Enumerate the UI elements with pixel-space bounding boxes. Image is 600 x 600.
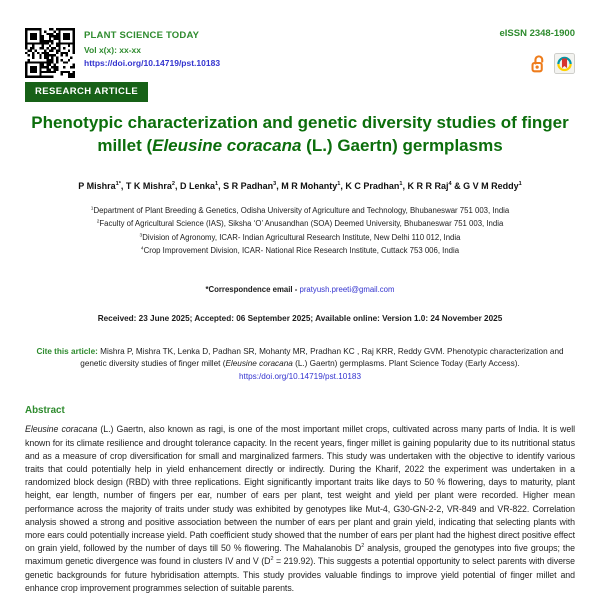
affiliation-2: $^2$Faculty of Agricultural Science (IAS), Siksha ‘O’ Anusandhan (SOA) Deemed University, Bhubaneswar 751 003, India (96, 219, 504, 229)
abstract-text: Eleusine coracana (L.) Gaertn, also known as ragi, is one of the most important millet crops, cultivated across many parts of India. It is well known for its climate resilience and drought tolerance capacity. In the recent years, finger millet is gaining popularity due to its nutritional status and as a measure of crop diversification for small and marginalized farmers. This study was undertaken with the objective to identify various traits that could potentially help in yield enhancement directly or indirectly. During the Kharif, 2022 the experiment was undertaken in a randomized block design (RBD) with three replications. Eight significantly important traits like days to 50 % flowering, days to maturity, plant height, ear length, number of fingers per ear, number of ears per plant, test weight and yield per plant were recorded. Higher mean performance across the majority of traits under study was exhibited by genotypes like Mut-4, G30-GN-2-2, VR-849 and VR-822. Correlation analysis showed a strong and positive association between the number of ears per plant and grain yield, indicating that selecting plants with more ears could potentially increase yield. Path coefficient study showed that the number of ears per plant had the highest direct positive effect on grain yield, followed by the number of days till 50 % flowering. The Mahalanobis $D^2$ analysis, grouped the genotypes into five groups; the maximum genetic divergence was found in clusters IV and V $(D^2 = 219.92)$. This suggests a potential opportunity to select parents with diverse genetic backgrounds for future hybridisation attempts. This study provides valuable findings to improve yield potential of finger millet and enhance crop improvement programmes selection of suitable parents. (25, 424, 576, 593)
abstract-heading: Abstract (25, 405, 65, 417)
correspondence-label: *Correspondence email - (205, 284, 300, 294)
crossmark-icon[interactable] (554, 53, 575, 74)
abstract-section (25, 405, 575, 595)
citation-block (26, 346, 574, 384)
cite-doi-link[interactable]: https:/doi.org/10.14719/pst.10183 (239, 371, 361, 381)
affiliation-1: $^1$Department of Plant Breeding & Genetics, Odisha University of Agriculture and Technology, Bhubaneswar 751 003, India (90, 206, 510, 215)
open-access-icon (531, 54, 546, 73)
affiliation-3: $^3$Division of Agronomy, ICAR- Indian Agricultural Research Institute, New Delhi 110 012, India (139, 232, 461, 242)
masthead-right (499, 28, 575, 74)
authors-line: P Mishra$^{1*}$, T K Mishra$^2$, D Lenka$^1$, S R Padhan$^3$, M R Mohanty$^1$, K C Pradhan$^1$, K R R Raj$^4$ & G V M Reddy$^1$ (78, 181, 522, 191)
article-title: Phenotypic characterization and genetic diversity studies of finger millet (Eleusine coracana (L.) Gaertn) germplasms (31, 113, 569, 155)
masthead-left (25, 28, 220, 78)
volume-issue: Vol x(x): xx-xx (84, 44, 142, 55)
cite-label: Cite this article: (36, 346, 101, 356)
correspondence-email-link[interactable]: pratyush.preeti@gmail.com (299, 284, 395, 294)
masthead (25, 28, 575, 78)
article-type-badge: RESEARCH ARTICLE (25, 82, 148, 102)
qr-code (25, 28, 75, 78)
badge-icons-row (499, 53, 575, 74)
dates-line: Received: 23 June 2025; Accepted: 06 September 2025; Available online: Version 1.0: 24 November 2025 (97, 313, 503, 323)
doi-link[interactable]: https://doi.org/10.14719/pst.10183 (84, 58, 221, 68)
correspondence-line (25, 285, 575, 294)
journal-meta (84, 28, 220, 78)
cite-text: Mishra P, Mishra TK, Lenka D, Padhan SR, Mohanty MR, Pradhan KC , Raj KRR, Reddy GVM. Phenotypic characterization and genetic diversity studies of finger millet (Eleusine coracana (L.) Gaertn) germplasms. Plant Science Today (Early Access). (80, 346, 564, 369)
affiliations-block (25, 204, 575, 258)
eissn-label: eISSN 2348-1900 (499, 28, 575, 39)
affiliation-4: $^4$Crop Improvement Division, ICAR- National Rice Research Institute, Cuttack 753 006, India (140, 246, 460, 256)
journal-name: PLANT SCIENCE TODAY (84, 30, 200, 41)
